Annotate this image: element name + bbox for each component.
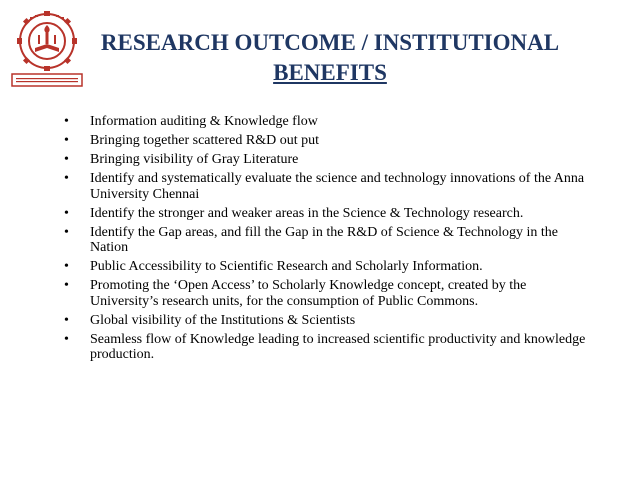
bullet-item <box>64 313 594 329</box>
bullet-item <box>64 225 594 256</box>
bullet-point: • <box>64 224 69 240</box>
benefits-list <box>64 114 594 366</box>
bullet-point: • <box>64 171 69 186</box>
bullet-item <box>64 171 594 202</box>
bullet-item <box>64 133 594 149</box>
bullet-point: • <box>64 205 69 221</box>
bullet-text: Identify and systematically evaluate the science and technology innovations of the Anna University Chennai <box>90 171 585 202</box>
bullet-point: • <box>64 114 69 129</box>
slide-title-line-2: BENEFITS <box>273 60 387 85</box>
bullet-item <box>64 332 594 363</box>
bullet-item <box>64 152 594 168</box>
bullet-item <box>64 278 594 309</box>
bullet-text: Information auditing & Knowledge flow <box>90 114 318 129</box>
bullet-text: Global visibility of the Institutions & Scientists <box>90 312 356 328</box>
bullet-point: • <box>64 331 69 347</box>
bullet-text: Bringing visibility of Gray Literature <box>90 152 299 167</box>
bullet-item <box>64 114 594 130</box>
bullet-point: • <box>64 278 69 293</box>
bullet-text: Identify the Gap areas, and fill the Gap in the R&D of Science & Technology in the Nation <box>90 224 559 255</box>
bullet-point: • <box>64 259 69 274</box>
bullet-text: Seamless flow of Knowledge leading to increased scientific productivity and knowledge production. <box>90 331 586 362</box>
bullet-point: • <box>64 133 69 148</box>
bullet-item <box>64 206 594 222</box>
bullet-point: • <box>64 312 69 328</box>
bullet-text: Public Accessibility to Scientific Research and Scholarly Information. <box>90 259 483 274</box>
bullet-text: Bringing together scattered R&D out put <box>90 133 320 148</box>
slide-title-line-1: RESEARCH OUTCOME / INSTITUTIONAL <box>100 30 560 55</box>
bullet-point: • <box>64 152 69 167</box>
bullet-item <box>64 259 594 275</box>
slide-title <box>70 28 590 88</box>
bullet-text: Identify the stronger and weaker areas in the Science & Technology research. <box>90 205 524 221</box>
bullet-text: Promoting the ‘Open Access’ to Scholarly Knowledge concept, created by the University’s research units, for the consumption of Public Commons. <box>90 278 527 309</box>
